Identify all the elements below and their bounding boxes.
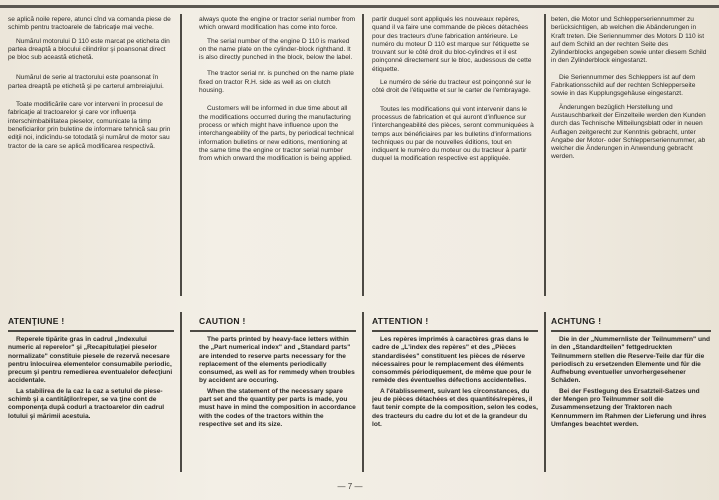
heading-rule — [190, 330, 356, 332]
column-separator — [362, 14, 364, 296]
paragraph: Toutes les modifications qui vont intervenir dans le processus de fabrication et qui auront d'influence sur l'interchangeabilité des pièces, seront communiquées à temps aux bénéficiaires par les bulletins d'informations techniques ou par de nouvelles éditions, tout en indiquent le numéro du moteur ou du tracteur à partir duquel la modification respective est appliquée. — [372, 105, 534, 163]
column-french — [372, 16, 538, 296]
warning-paragraph: Die in der „Nummernliste der Teilnummern" und in den „Standardteilen" fettgedruckten Teilnummern stellen die Reserve-Teile dar für die periodisch zu ersetzenden Elemente und für die Aufhebung eventueller unvorhergesehener Schäden. — [551, 336, 711, 385]
warning-text-en — [199, 336, 356, 470]
warning-paragraph: The parts printed by heavy-face letters within the „Part numerical index" and „Standard parts" are intended to reserve parts necessary for the replacement of the elements periodically consumed, as well as for remmedy when troubles by accident are occuring. — [199, 336, 355, 385]
warning-title-ro: ATENŢIUNE ! — [8, 316, 65, 326]
warning-paragraph: Reperele tipărite gras în cadrul „Indexului numeric al reperelor" şi „Recapitulaţiei pieselor normalizate" constituie piesele de rezervă necesare pentru înlocuirea elementelor consumabile periodic, precum şi pentru remedierea eventualelor defecţiuni accidentale. — [8, 336, 173, 385]
paragraph: partir duquel sont appliqués les nouveaux repères, quand il va faire une commande de pièces détachées pour des tracteurs d'une fabrication antérieure. Le numéro du moteur D 110 est marque sur l'étiquette se trouvant sur le côté droit du bloc-cylindres et il est poinçonné directement sur le bloc, audessous de cette étiquette. — [372, 16, 532, 73]
paragraph: Numărul de serie al tractorului este poansonat în partea dreaptă pe etichetă şi pe carterul ambreiajului. — [8, 74, 164, 90]
column-separator — [180, 14, 182, 296]
warning-title-de: ACHTUNG ! — [551, 316, 602, 326]
paragraph: Customers will be informed in due time about all the modifications occurred during the manufacturing process or which might have influence upon the interchangeability of the parts, by periodical technical information bulletins or new editions, mentioning at the same time the engine or tractor serial number from which onward the modification is being applied. — [199, 105, 354, 163]
column-separator — [544, 312, 546, 472]
column-english — [199, 16, 357, 296]
heading-rule — [551, 330, 711, 332]
page-number: — 7 — — [337, 482, 363, 491]
heading-rule — [8, 330, 174, 332]
heading-rule — [372, 330, 538, 332]
paragraph: beten, die Motor und Schlepperseriennummer zu berücksichtigen, ab welchen die Abänderungen in Kraft treten. Die Seriennummer des Motors D 110 ist auf dem Schild an der rechten Seite des Zylinderblocks angegeben sowie unter diesem Schild in den Zylinderblock eingestanzt. — [551, 16, 707, 65]
column-separator — [362, 312, 364, 472]
warning-paragraph: When the statement of the necessary spare part set and the quantity per parts is made, you must have in mind the composition in accordance with the codes of the tractors within the respective set and its size. — [199, 387, 356, 428]
warning-text-fr — [372, 336, 538, 470]
warning-title-fr: ATTENTION ! — [372, 316, 429, 326]
warning-paragraph: La stabilirea de la caz la caz a setului de piese-schimb şi a cantităţilor/reper, se va ţine cont de componenţa după codurl a tractoarelor din cadrul lotului şi mărimii acestuia. — [8, 387, 165, 420]
column-separator — [180, 312, 182, 472]
paragraph: always quote the engine or tractor serial number from which onward modification has come into force. — [199, 16, 356, 32]
paragraph: Toate modificările care vor interveni în procesul de fabricaţie al tractoarelor şi care vor influenţa interschimbabilitatea pieselor, comunicate la timp beneficiarilor prin buletine de informare tehnică sau prin ediţii noi, indicîndu-se totodată şi numărul de motor sau tractor de la care se aplică modificarea respectivă. — [8, 101, 171, 150]
column-separator — [544, 14, 546, 296]
paragraph: Die Seriennummer des Schleppers ist auf dem Fabrikationsschild auf der rechten Schlepperseite sowie in das Kupplungsgehäuse eingestanzt. — [551, 73, 696, 98]
paragraph: The tractor serial nr. is punched on the name plate fixed on tractor R.H. side as well as on clutch housing. — [199, 70, 354, 95]
paragraph: The serial number of the engine D 110 is marked on the name plate on the cylinder-block righthand. It is also directly punched in the block, below the label. — [199, 37, 353, 62]
paragraph: Le numéro de série du tracteur est poinçonné sur le côté droit de l'étiquette et sur le carter de l'embrayage. — [372, 79, 532, 95]
paragraph: Numărul motorului D 110 este marcat pe eticheta din partea dreaptă a blocului cilindrilor şi poansonat direct pe bloc sub această etichetă. — [8, 37, 170, 62]
warning-paragraph: Bei der Festlegung des Ersatzteil-Satzes und der Mengen pro Teilnummer soll die Zusammensetzung der Traktoren nach Kennummern im Rahmen der Lieferung und ihres Umfanges beachtet werden. — [551, 387, 707, 428]
column-german — [551, 16, 711, 296]
warning-text-ro — [8, 336, 174, 470]
column-romanian — [8, 16, 172, 296]
warning-text-de — [551, 336, 711, 470]
warning-paragraph: A l'établissement, suivant les circonstances, du jeu de pièces détachées et des quantités/repères, il faut tenir compte de la composition, selon les codes, des tracteurs du cadre du lot et de la grandeur du lot. — [372, 387, 538, 428]
warning-title-en: CAUTION ! — [199, 316, 246, 326]
warning-paragraph: Les repères imprimés à caractères gras dans le cadre de „L'index des repères" et des „Pièces standardisées" constituent les pièces de réserve nécessaires pour le remplacement des éléments consommés périodiquement, de même que pour le remède des éventuelles défections accidentelles. — [372, 336, 532, 385]
top-rule — [0, 5, 719, 8]
paragraph: se aplică noile repere, atunci cînd va comanda piese de schimb pentru tractoarele de fabricaţie mai veche. — [8, 16, 171, 32]
paragraph: Änderungen bezüglich Herstellung und Austauschbarkeit der Einzelteile werden den Kunden durch das Technische Mitteilungsblatt oder in neuen Auflagen zeitgerecht zur Kenntnis gebracht, unter Angabe der Motor- oder Schlepperseriennummer, ab welcher die Änderungen in Anwendung gebracht werden. — [551, 103, 706, 161]
